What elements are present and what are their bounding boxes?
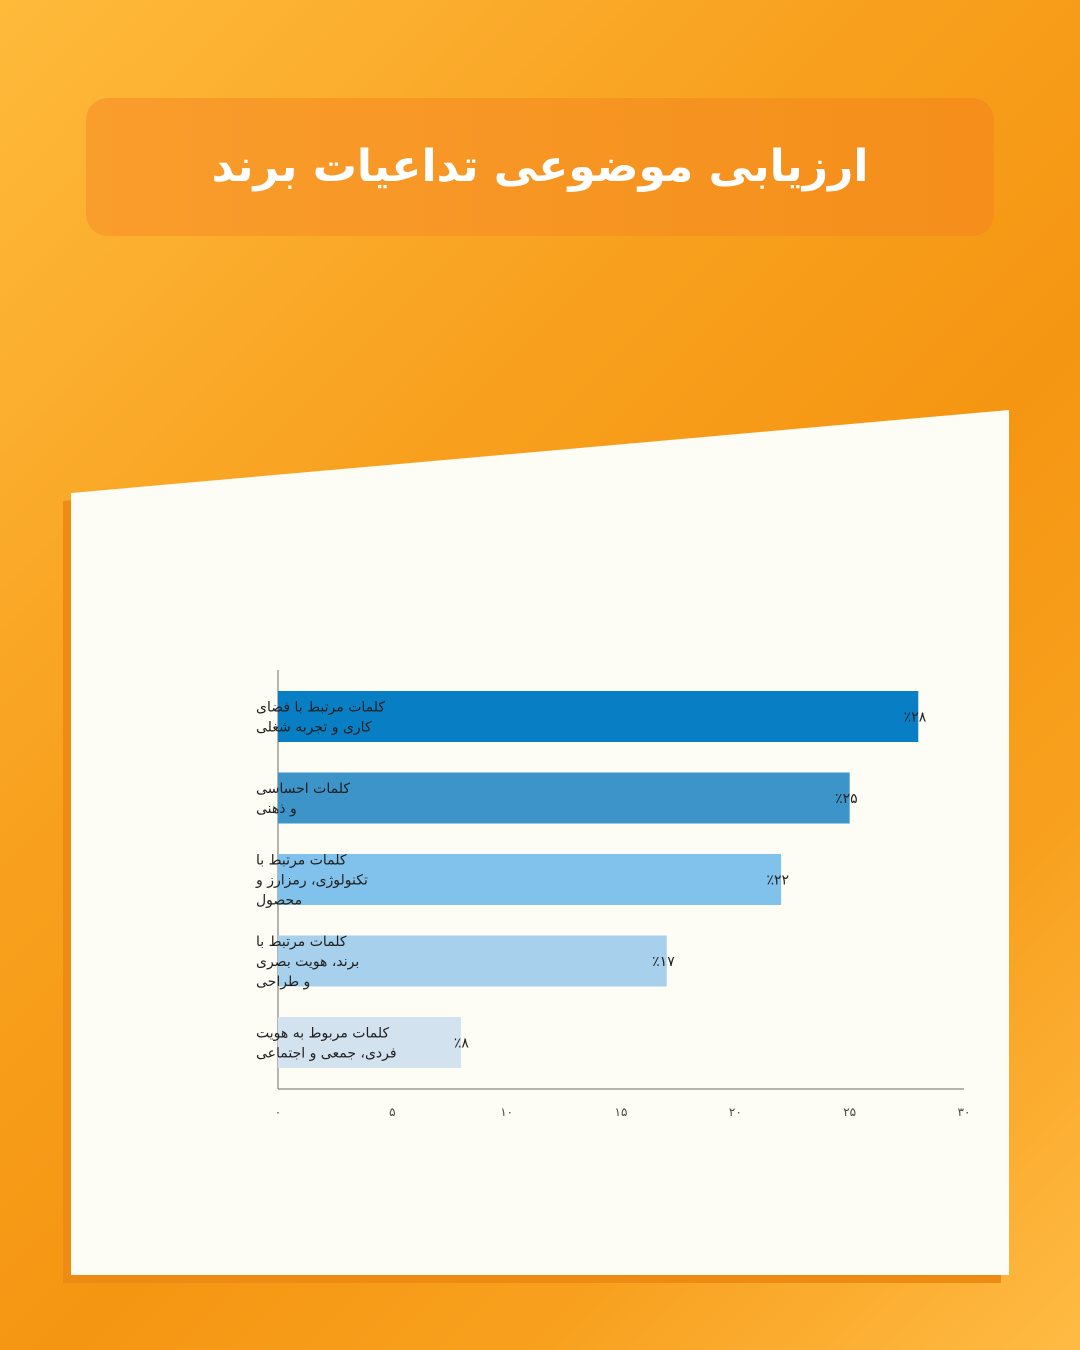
x-tick-label: ۲۰ xyxy=(728,1105,742,1119)
category-label-line: کلمات مرتبط با فضای xyxy=(256,699,386,716)
x-tick-label: ۲۵ xyxy=(843,1105,857,1119)
x-tick-label: ۰ xyxy=(274,1105,282,1119)
x-tick-label: ۱۵ xyxy=(614,1105,628,1119)
category-label-line: تکنولوژی، رمزارز و xyxy=(256,872,368,889)
category-label-line: برند، هویت بصری xyxy=(256,954,360,970)
bar-value-label: ٪۲۵ xyxy=(835,791,858,807)
x-tick-label: ۱۰ xyxy=(500,1105,514,1119)
page-title: ارزیابی موضوعی تداعیات برند xyxy=(211,140,869,192)
card-background xyxy=(71,410,1009,1275)
category-label-line: کلمات مرتبط با xyxy=(256,934,347,950)
bar-value-label: ٪۱۷ xyxy=(652,954,675,970)
bar xyxy=(278,773,850,824)
category-label-line: و ذهنی xyxy=(256,801,297,817)
bar-value-label: ٪۸ xyxy=(453,1035,469,1052)
bar-value-label: ٪۲۸ xyxy=(903,709,927,726)
category-label-line: کلمات مربوط به هویت xyxy=(256,1025,390,1042)
category-label-line: محصول xyxy=(256,892,303,909)
x-tick-label: ۳۰ xyxy=(957,1105,971,1119)
category-label-line: کلمات احساسی xyxy=(256,781,350,797)
category-label-line: فردی، جمعی و اجتماعی xyxy=(256,1045,397,1062)
category-label-line: کلمات مرتبط با xyxy=(256,852,347,869)
category-label-line: و طراحی xyxy=(256,974,311,990)
category-label-line: کاری و تجربه شغلی xyxy=(256,719,372,736)
x-tick-label: ۵ xyxy=(389,1105,396,1119)
bar-value-label: ٪۲۲ xyxy=(766,872,790,889)
